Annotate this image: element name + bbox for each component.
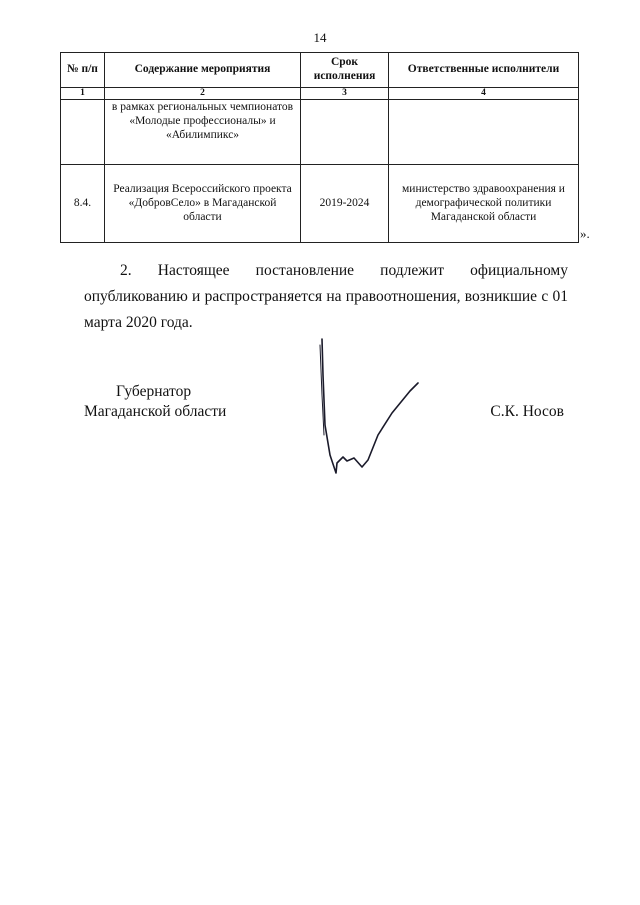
activities-table xyxy=(60,52,579,243)
row-content: в рамках региональных чемпионатов «Молодые профессионалы» и «Абилимпикс» xyxy=(105,100,301,165)
column-number: 1 xyxy=(61,88,105,100)
row-number: 8.4. xyxy=(61,165,105,243)
row-term: 2019-2024 xyxy=(301,165,389,243)
header-number: № п/п xyxy=(61,53,105,88)
row-term xyxy=(301,100,389,165)
closing-quote: ». xyxy=(580,226,590,241)
paragraph-text: 2. Настоящее постановление подлежит официальному опубликованию и распространяется на правоотношения, возникшие с 01 марта 2020 года. xyxy=(84,262,568,331)
row-responsible: министерство здравоохранения и демографической политики Магаданской области xyxy=(389,165,579,243)
page-number: 14 xyxy=(313,30,327,45)
header-term: Срок исполнения xyxy=(301,53,389,88)
header-responsible: Ответственные исполнители xyxy=(389,53,579,88)
table-row xyxy=(61,165,579,243)
handwritten-signature xyxy=(310,335,430,485)
header-content: Содержание мероприятия xyxy=(105,53,301,88)
governor-title: Губернатор xyxy=(116,383,192,400)
governor-name: С.К. Носов xyxy=(490,403,564,420)
table-header-row xyxy=(61,53,579,88)
column-number: 2 xyxy=(105,88,301,100)
row-content: Реализация Всероссийского проекта «ДобровСело» в Магаданской области xyxy=(105,165,301,243)
table-row xyxy=(61,100,579,165)
resolution-paragraph xyxy=(84,258,568,336)
row-number xyxy=(61,100,105,165)
governor-region: Магаданской области xyxy=(84,403,227,420)
column-number: 3 xyxy=(301,88,389,100)
column-number: 4 xyxy=(389,88,579,100)
row-responsible xyxy=(389,100,579,165)
column-number-row xyxy=(61,88,579,100)
